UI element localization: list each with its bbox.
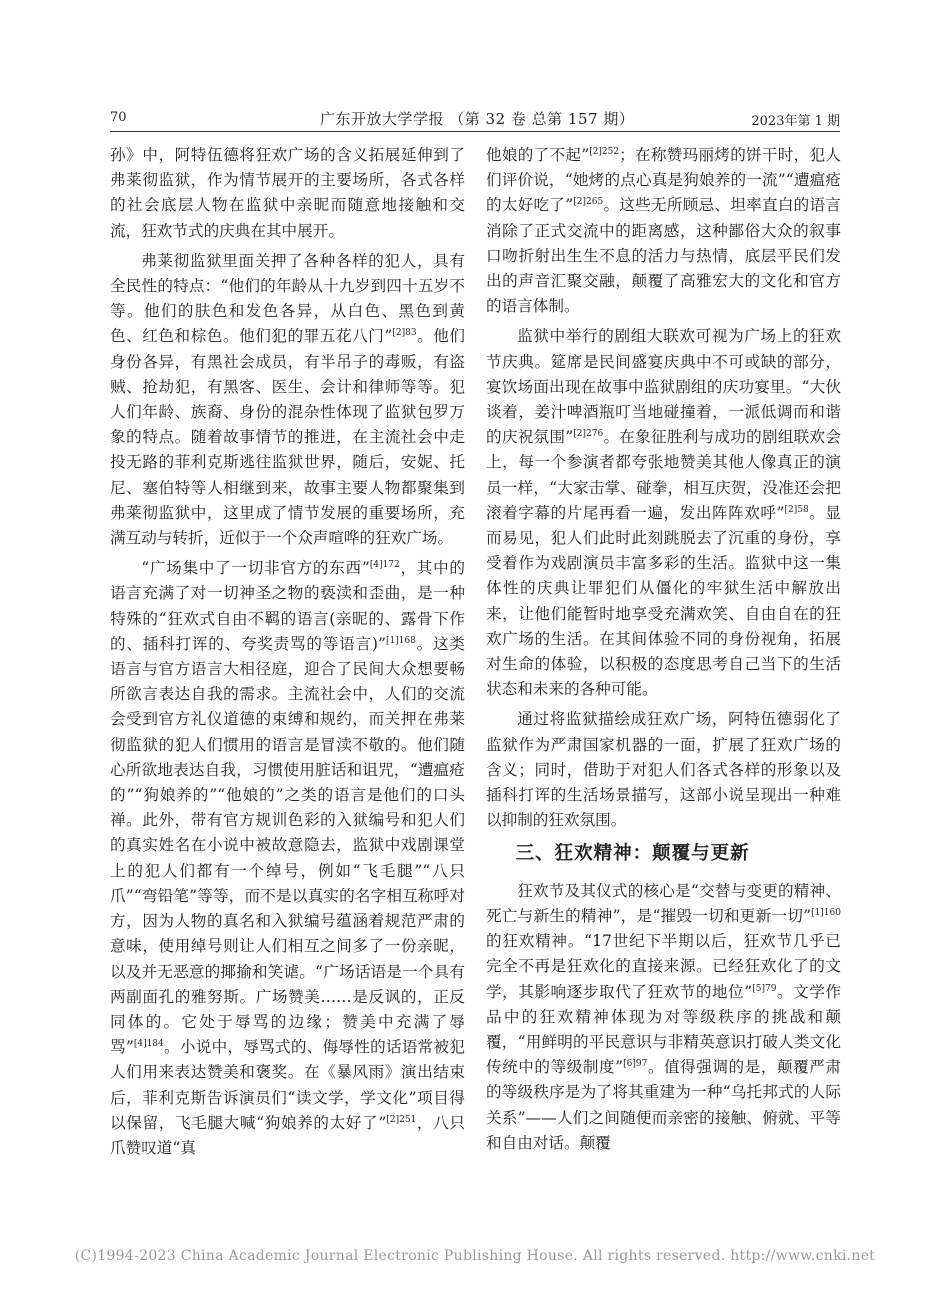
paragraph: 狂欢节及其仪式的核心是“交替与变更的精神、死亡与新生的精神”，是“摧毁一切和更新一切”$^{[1]160}$的狂欢精神。“17世纪下半期以后，狂欢节几乎已完全不再是狂欢化的直接来源。已经狂欢化了的文学，其影响逐步取代了狂欢节的地位”$^{[5]79}$。文学作品中的狂欢精神体现为对等级秩序的挑战和颠覆，“用鲜明的平民意识与非精英意识打破人类文化传统中的等级制度”$^{[6]97}$。值得强调的是，颠覆严肃的等级秩序是为了将其重建为一种“乌托邦式的人际关系”——人们之间随便而亲密的接触、俯就、平等和自由对话。颠覆	[486, 881, 841, 1152]
citation: [1]168	[385, 635, 416, 646]
paragraph: 他娘的了不起”$^{[2]252}$；在称赞玛丽烤的饼干时，犯人们评价说，“她烤的点心真是狗娘养的一流”“遭瘟疮的太好吃了”$^{[2]265}$。这些无所顾忌、坦率直白的语言消除了正式交流中的距离感，这种鄙俗大众的叙事口吻折射出生生不息的活力与热情，底层平民们发出的声音汇聚交融，颠覆了高雅宏大的文化和官方的语言体制。	[486, 146, 841, 316]
paragraph: 通过将监狱描绘成狂欢广场，阿特伍德弱化了监狱作为严肃国家机器的一面，扩展了狂欢广场的含义；同时，借助于对犯人们各式各样的形象以及插科打诨的生活场景描写，这部小说呈现出一种难以抑制的狂欢氛围。	[486, 710, 841, 830]
citation: [2]58	[784, 504, 809, 515]
copyright-footer: (C)1994-2023 China Academic Journal Electronic Publishing House. All rights reserved. http://www.cnki.net	[74, 1248, 876, 1264]
paragraph: 监狱中举行的剧组大联欢可视为广场上的狂欢节庆典。筵席是民间盛宴庆典中不可或缺的部分，宴饮场面出现在故事中监狱剧组的庆功宴里。“大伙谈着，姜汁啤酒瓶叮当地碰撞着，一派低调而和谐的庆祝氛围”$^{[2]276}$。在象征胜利与成功的剧组联欢会上，每一个参演者都夸张地赞美其他人像真正的演员一样，“大家击掌、碰拳，相互庆贺，没准还会把滚着字幕的片尾再看一遍，发出阵阵欢呼”$^{[2]58}$。显而易见，犯人们此时此刻跳脱去了沉重的身份，享受着作为戏剧演员丰富多彩的生活。监狱中这一集体性的庆典让罪犯们从僵化的牢狱生活中解放出来，让他们能暂时地享受充满欢笑、自由自在的狂欢广场的生活。在其间体验不同的身份视角，拓展对生命的体验，以积极的态度思考自己当下的生活状态和未来的各种可能。	[486, 327, 841, 699]
citation: [1]160	[811, 907, 841, 918]
citation: [2]251	[386, 1114, 417, 1125]
paragraph: 弗莱彻监狱里面关押了各种各样的犯人，具有全民性的特点：“他们的年龄从十九岁到四十五岁不等。他们的肤色和发色各异，从白色、黑色到黄色、红色和棕色。他们犯的罪五花八门”$^{[2]83}$。他们身份各异，有黑社会成员，有半吊子的毒贩，有盗贼、抢劫犯，有黑客、医生、会计和律师等等。犯人们年龄、族裔、身份的混杂性体现了监狱包罗万象的特点。随着故事情节的推进，在主流社会中走投无路的菲利克斯逃往监狱世界，随后，安妮、托尼、塞伯特等人相继到来，故事主要人物都聚集到弗莱彻监狱中，这里成了情节发展的重要场所，充满互动与转折，近似于一个众声喧哗的狂欢广场。	[110, 251, 465, 548]
citation: [2]252	[589, 146, 620, 157]
citation: [5]79	[752, 983, 777, 994]
citation: [4]184	[133, 1038, 164, 1049]
left-column	[110, 143, 465, 1166]
right-column	[486, 143, 841, 1161]
issue-label: 2023年第 1 期	[751, 114, 840, 129]
page-number: 70	[110, 110, 127, 125]
running-header	[110, 108, 840, 130]
citation: [2]265	[573, 197, 604, 208]
citation: [4]172	[369, 560, 400, 571]
journal-title: 广东开放大学学报 （第 32 卷 总第 157 期）	[320, 110, 635, 128]
citation: [2]276	[573, 429, 604, 440]
section-heading: 三、狂欢精神：颠覆与更新	[515, 843, 750, 865]
paragraph: 孙》中，阿特伍德将狂欢广场的含义拓展延伸到了弗莱彻监狱，作为情节展开的主要场所，各式各样的社会底层人物在监狱中亲昵而随意地接触和交流，狂欢节式的庆典在其中展开。	[110, 146, 465, 240]
paragraph: “广场集中了一切非官方的东西”$^{[4]172}$，其中的语言充满了对一切神圣之物的亵渎和歪曲，是一种特殊的“狂欢式自由不羁的语言(亲昵的、露骨下作的、插科打诨的、夸奖责骂的等语言)”$^{[1]168}$。这类语言与官方语言大相径庭，迎合了民间大众想要畅所欲言表达自我的需求。主流社会中，人们的交流会受到官方礼仪道德的束缚和规约，而关押在弗莱彻监狱的犯人们惯用的语言是冒渎不敬的。他们随心所欲地表达自我，习惯使用脏话和诅咒，“遭瘟疮的”“狗娘养的”“他娘的”之类的语言是他们的口头禅。此外，带有官方规训色彩的入狱编号和犯人们的真实姓名在小说中被故意隐去，监狱中戏剧课堂上的犯人们都有一个绰号，例如“飞毛腿”“八只爪”“弯铅笔”等等，而不是以真实的名字相互称呼对方，因为人物的真名和入狱编号蕴涵着规范严肃的意味，使用绰号则让人们相互之间多了一份亲昵，以及并无恶意的揶揄和笑谑。“广场话语是一个具有两副面孔的雅努斯。广场赞美……是反讽的，正反同体的。它处于辱骂的边缘；赞美中充满了辱骂”$^{[4]184}$。小说中，辱骂式的、侮辱性的话语常被犯人们用来表达赞美和褒奖。在《暴风雨》演出结束后，菲利克斯告诉演员们“读文学，学文化”项目得以保留，飞毛腿大喊“狗娘养的太好了”$^{[2]251}$，八只爪赞叹道“真	[110, 559, 465, 1157]
header-rule	[110, 131, 840, 132]
citation: [6]97	[623, 1058, 648, 1069]
citation: [2]83	[392, 328, 417, 339]
